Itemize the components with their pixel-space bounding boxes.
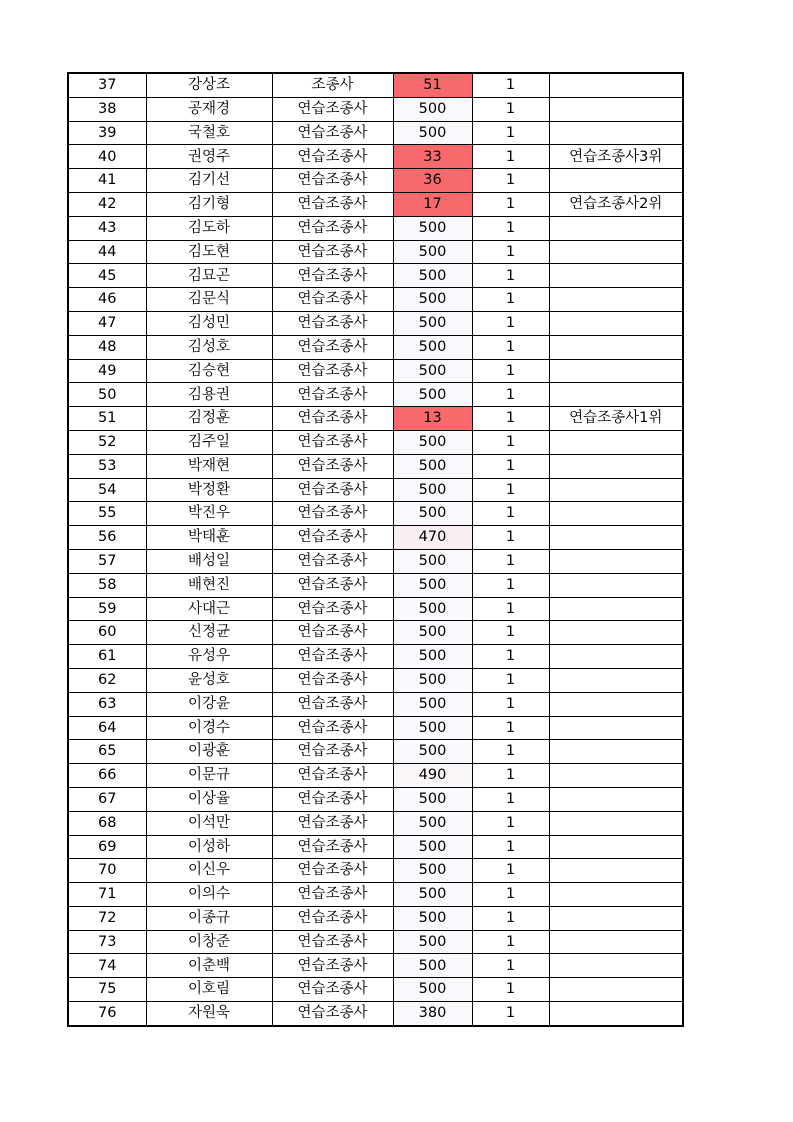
note-cell — [549, 73, 683, 97]
name-cell: 이호림 — [146, 978, 272, 1002]
name-cell: 이경수 — [146, 716, 272, 740]
table-row — [68, 121, 683, 145]
name-cell: 국철호 — [146, 121, 272, 145]
count-cell: 1 — [472, 502, 549, 526]
category-cell: 연습조종사 — [272, 311, 393, 335]
table-row — [68, 454, 683, 478]
table-row — [68, 216, 683, 240]
note-cell — [549, 930, 683, 954]
category-cell: 연습조종사 — [272, 407, 393, 431]
name-cell: 김성호 — [146, 335, 272, 359]
row-number-cell: 69 — [68, 835, 146, 859]
score-cell: 33 — [393, 145, 472, 169]
row-number-cell: 62 — [68, 668, 146, 692]
table-row — [68, 883, 683, 907]
category-cell: 연습조종사 — [272, 811, 393, 835]
note-cell — [549, 549, 683, 573]
name-cell: 박진우 — [146, 502, 272, 526]
score-cell: 500 — [393, 930, 472, 954]
table-row — [68, 835, 683, 859]
row-number-cell: 56 — [68, 526, 146, 550]
row-number-cell: 59 — [68, 597, 146, 621]
name-cell: 이상율 — [146, 787, 272, 811]
table-row — [68, 288, 683, 312]
score-cell: 500 — [393, 478, 472, 502]
category-cell: 연습조종사 — [272, 835, 393, 859]
category-cell: 연습조종사 — [272, 906, 393, 930]
category-cell: 연습조종사 — [272, 764, 393, 788]
score-cell: 500 — [393, 621, 472, 645]
table-row — [68, 359, 683, 383]
count-cell: 1 — [472, 883, 549, 907]
row-number-cell: 51 — [68, 407, 146, 431]
note-cell — [549, 597, 683, 621]
note-cell — [549, 906, 683, 930]
row-number-cell: 38 — [68, 97, 146, 121]
score-cell: 500 — [393, 954, 472, 978]
name-cell: 공재경 — [146, 97, 272, 121]
name-cell: 이강윤 — [146, 692, 272, 716]
row-number-cell: 50 — [68, 383, 146, 407]
category-cell: 연습조종사 — [272, 97, 393, 121]
table-row — [68, 906, 683, 930]
row-number-cell: 48 — [68, 335, 146, 359]
row-number-cell: 68 — [68, 811, 146, 835]
count-cell: 1 — [472, 264, 549, 288]
name-cell: 자원욱 — [146, 1002, 272, 1026]
note-cell — [549, 264, 683, 288]
row-number-cell: 65 — [68, 740, 146, 764]
category-cell: 연습조종사 — [272, 883, 393, 907]
note-cell — [549, 740, 683, 764]
score-cell: 500 — [393, 311, 472, 335]
category-cell: 연습조종사 — [272, 859, 393, 883]
count-cell: 1 — [472, 716, 549, 740]
row-number-cell: 61 — [68, 645, 146, 669]
category-cell: 연습조종사 — [272, 621, 393, 645]
score-cell: 500 — [393, 906, 472, 930]
table-row — [68, 145, 683, 169]
note-cell — [549, 454, 683, 478]
note-cell — [549, 335, 683, 359]
row-number-cell: 40 — [68, 145, 146, 169]
table-row — [68, 264, 683, 288]
name-cell: 이문규 — [146, 764, 272, 788]
count-cell: 1 — [472, 288, 549, 312]
name-cell: 이창준 — [146, 930, 272, 954]
row-number-cell: 55 — [68, 502, 146, 526]
note-cell — [549, 668, 683, 692]
count-cell: 1 — [472, 692, 549, 716]
note-cell — [549, 764, 683, 788]
count-cell: 1 — [472, 430, 549, 454]
note-cell — [549, 859, 683, 883]
note-cell — [549, 716, 683, 740]
row-number-cell: 45 — [68, 264, 146, 288]
table-row — [68, 97, 683, 121]
note-cell — [549, 954, 683, 978]
table-row — [68, 549, 683, 573]
row-number-cell: 64 — [68, 716, 146, 740]
score-cell: 500 — [393, 883, 472, 907]
score-cell: 500 — [393, 573, 472, 597]
name-cell: 신정균 — [146, 621, 272, 645]
row-number-cell: 75 — [68, 978, 146, 1002]
count-cell: 1 — [472, 668, 549, 692]
row-number-cell: 54 — [68, 478, 146, 502]
table-row — [68, 240, 683, 264]
name-cell: 윤성호 — [146, 668, 272, 692]
name-cell: 김묘곤 — [146, 264, 272, 288]
name-cell: 김기형 — [146, 192, 272, 216]
count-cell: 1 — [472, 335, 549, 359]
count-cell: 1 — [472, 526, 549, 550]
note-cell — [549, 1002, 683, 1026]
name-cell: 김기선 — [146, 169, 272, 193]
count-cell: 1 — [472, 740, 549, 764]
name-cell: 김용권 — [146, 383, 272, 407]
row-number-cell: 76 — [68, 1002, 146, 1026]
score-cell: 500 — [393, 216, 472, 240]
count-cell: 1 — [472, 407, 549, 431]
score-cell: 500 — [393, 121, 472, 145]
score-cell: 500 — [393, 383, 472, 407]
category-cell: 연습조종사 — [272, 692, 393, 716]
row-number-cell: 47 — [68, 311, 146, 335]
category-cell: 연습조종사 — [272, 740, 393, 764]
table-row — [68, 502, 683, 526]
row-number-cell: 57 — [68, 549, 146, 573]
name-cell: 김문식 — [146, 288, 272, 312]
note-cell — [549, 216, 683, 240]
name-cell: 이춘백 — [146, 954, 272, 978]
name-cell: 배성일 — [146, 549, 272, 573]
score-table-body — [68, 73, 683, 1026]
row-number-cell: 67 — [68, 787, 146, 811]
name-cell: 이종규 — [146, 906, 272, 930]
note-cell — [549, 787, 683, 811]
table-row — [68, 787, 683, 811]
score-cell: 500 — [393, 288, 472, 312]
note-cell — [549, 288, 683, 312]
row-number-cell: 66 — [68, 764, 146, 788]
category-cell: 연습조종사 — [272, 549, 393, 573]
count-cell: 1 — [472, 573, 549, 597]
name-cell: 사대근 — [146, 597, 272, 621]
name-cell: 강상조 — [146, 73, 272, 97]
score-cell: 500 — [393, 692, 472, 716]
score-cell: 500 — [393, 240, 472, 264]
name-cell: 박정환 — [146, 478, 272, 502]
category-cell: 연습조종사 — [272, 359, 393, 383]
count-cell: 1 — [472, 764, 549, 788]
category-cell: 연습조종사 — [272, 145, 393, 169]
count-cell: 1 — [472, 73, 549, 97]
category-cell: 연습조종사 — [272, 335, 393, 359]
category-cell: 연습조종사 — [272, 383, 393, 407]
score-cell: 500 — [393, 430, 472, 454]
name-cell: 이석만 — [146, 811, 272, 835]
score-cell: 500 — [393, 264, 472, 288]
count-cell: 1 — [472, 645, 549, 669]
count-cell: 1 — [472, 454, 549, 478]
score-cell: 500 — [393, 668, 472, 692]
table-row — [68, 645, 683, 669]
category-cell: 연습조종사 — [272, 597, 393, 621]
note-cell — [549, 621, 683, 645]
table-row — [68, 407, 683, 431]
category-cell: 연습조종사 — [272, 121, 393, 145]
name-cell: 배현진 — [146, 573, 272, 597]
table-row — [68, 764, 683, 788]
note-cell — [549, 430, 683, 454]
table-row — [68, 430, 683, 454]
category-cell: 연습조종사 — [272, 668, 393, 692]
row-number-cell: 70 — [68, 859, 146, 883]
note-cell — [549, 811, 683, 835]
count-cell: 1 — [472, 954, 549, 978]
name-cell: 이성하 — [146, 835, 272, 859]
count-cell: 1 — [472, 811, 549, 835]
name-cell: 이의수 — [146, 883, 272, 907]
count-cell: 1 — [472, 859, 549, 883]
name-cell: 박태훈 — [146, 526, 272, 550]
note-cell — [549, 502, 683, 526]
score-cell: 51 — [393, 73, 472, 97]
category-cell: 연습조종사 — [272, 169, 393, 193]
table-row — [68, 668, 683, 692]
count-cell: 1 — [472, 930, 549, 954]
row-number-cell: 43 — [68, 216, 146, 240]
score-cell: 500 — [393, 359, 472, 383]
row-number-cell: 73 — [68, 930, 146, 954]
score-cell: 36 — [393, 169, 472, 193]
score-cell: 17 — [393, 192, 472, 216]
table-row — [68, 859, 683, 883]
category-cell: 연습조종사 — [272, 978, 393, 1002]
table-row — [68, 73, 683, 97]
score-cell: 500 — [393, 811, 472, 835]
row-number-cell: 49 — [68, 359, 146, 383]
name-cell: 유성우 — [146, 645, 272, 669]
table-row — [68, 930, 683, 954]
count-cell: 1 — [472, 978, 549, 1002]
category-cell: 연습조종사 — [272, 716, 393, 740]
name-cell: 이광훈 — [146, 740, 272, 764]
count-cell: 1 — [472, 97, 549, 121]
note-cell — [549, 311, 683, 335]
category-cell: 연습조종사 — [272, 526, 393, 550]
category-cell: 연습조종사 — [272, 192, 393, 216]
note-cell — [549, 573, 683, 597]
row-number-cell: 63 — [68, 692, 146, 716]
name-cell: 권영주 — [146, 145, 272, 169]
score-cell: 500 — [393, 645, 472, 669]
table-row — [68, 692, 683, 716]
category-cell: 연습조종사 — [272, 264, 393, 288]
row-number-cell: 71 — [68, 883, 146, 907]
row-number-cell: 53 — [68, 454, 146, 478]
category-cell: 연습조종사 — [272, 1002, 393, 1026]
category-cell: 조종사 — [272, 73, 393, 97]
row-number-cell: 37 — [68, 73, 146, 97]
row-number-cell: 39 — [68, 121, 146, 145]
table-row — [68, 811, 683, 835]
table-row — [68, 311, 683, 335]
name-cell: 김정훈 — [146, 407, 272, 431]
category-cell: 연습조종사 — [272, 787, 393, 811]
category-cell: 연습조종사 — [272, 454, 393, 478]
row-number-cell: 44 — [68, 240, 146, 264]
table-row — [68, 621, 683, 645]
score-cell: 500 — [393, 835, 472, 859]
row-number-cell: 52 — [68, 430, 146, 454]
name-cell: 김도하 — [146, 216, 272, 240]
note-cell — [549, 478, 683, 502]
category-cell: 연습조종사 — [272, 645, 393, 669]
category-cell: 연습조종사 — [272, 240, 393, 264]
name-cell: 이신우 — [146, 859, 272, 883]
row-number-cell: 58 — [68, 573, 146, 597]
count-cell: 1 — [472, 311, 549, 335]
name-cell: 김도현 — [146, 240, 272, 264]
name-cell: 박재현 — [146, 454, 272, 478]
score-cell: 500 — [393, 978, 472, 1002]
count-cell: 1 — [472, 169, 549, 193]
category-cell: 연습조종사 — [272, 930, 393, 954]
count-cell: 1 — [472, 597, 549, 621]
count-cell: 1 — [472, 145, 549, 169]
score-cell: 500 — [393, 335, 472, 359]
count-cell: 1 — [472, 359, 549, 383]
count-cell: 1 — [472, 1002, 549, 1026]
score-cell: 500 — [393, 787, 472, 811]
table-row — [68, 1002, 683, 1026]
score-cell: 470 — [393, 526, 472, 550]
note-cell — [549, 526, 683, 550]
table-row — [68, 169, 683, 193]
score-cell: 13 — [393, 407, 472, 431]
count-cell: 1 — [472, 906, 549, 930]
category-cell: 연습조종사 — [272, 216, 393, 240]
row-number-cell: 46 — [68, 288, 146, 312]
row-number-cell: 41 — [68, 169, 146, 193]
note-cell — [549, 121, 683, 145]
row-number-cell: 74 — [68, 954, 146, 978]
table-row — [68, 954, 683, 978]
score-cell: 500 — [393, 97, 472, 121]
note-cell: 연습조종사2위 — [549, 192, 683, 216]
note-cell — [549, 883, 683, 907]
score-table — [67, 72, 684, 1027]
note-cell — [549, 359, 683, 383]
table-row — [68, 335, 683, 359]
score-cell: 500 — [393, 859, 472, 883]
table-row — [68, 597, 683, 621]
category-cell: 연습조종사 — [272, 430, 393, 454]
score-cell: 500 — [393, 454, 472, 478]
row-number-cell: 60 — [68, 621, 146, 645]
count-cell: 1 — [472, 383, 549, 407]
score-cell: 500 — [393, 716, 472, 740]
note-cell — [549, 692, 683, 716]
name-cell: 김주일 — [146, 430, 272, 454]
count-cell: 1 — [472, 240, 549, 264]
category-cell: 연습조종사 — [272, 502, 393, 526]
count-cell: 1 — [472, 787, 549, 811]
note-cell: 연습조종사1위 — [549, 407, 683, 431]
category-cell: 연습조종사 — [272, 954, 393, 978]
note-cell: 연습조종사3위 — [549, 145, 683, 169]
score-cell: 490 — [393, 764, 472, 788]
score-cell: 500 — [393, 549, 472, 573]
name-cell: 김승현 — [146, 359, 272, 383]
note-cell — [549, 645, 683, 669]
count-cell: 1 — [472, 835, 549, 859]
note-cell — [549, 835, 683, 859]
table-row — [68, 740, 683, 764]
table-row — [68, 526, 683, 550]
category-cell: 연습조종사 — [272, 288, 393, 312]
table-row — [68, 716, 683, 740]
table-row — [68, 192, 683, 216]
count-cell: 1 — [472, 121, 549, 145]
count-cell: 1 — [472, 216, 549, 240]
category-cell: 연습조종사 — [272, 478, 393, 502]
count-cell: 1 — [472, 192, 549, 216]
table-row — [68, 978, 683, 1002]
count-cell: 1 — [472, 621, 549, 645]
row-number-cell: 72 — [68, 906, 146, 930]
note-cell — [549, 169, 683, 193]
note-cell — [549, 383, 683, 407]
category-cell: 연습조종사 — [272, 573, 393, 597]
score-cell: 380 — [393, 1002, 472, 1026]
note-cell — [549, 240, 683, 264]
note-cell — [549, 97, 683, 121]
name-cell: 김성민 — [146, 311, 272, 335]
count-cell: 1 — [472, 549, 549, 573]
score-cell: 500 — [393, 502, 472, 526]
table-row — [68, 478, 683, 502]
note-cell — [549, 978, 683, 1002]
score-cell: 500 — [393, 597, 472, 621]
table-row — [68, 573, 683, 597]
row-number-cell: 42 — [68, 192, 146, 216]
count-cell: 1 — [472, 478, 549, 502]
table-row — [68, 383, 683, 407]
score-cell: 500 — [393, 740, 472, 764]
